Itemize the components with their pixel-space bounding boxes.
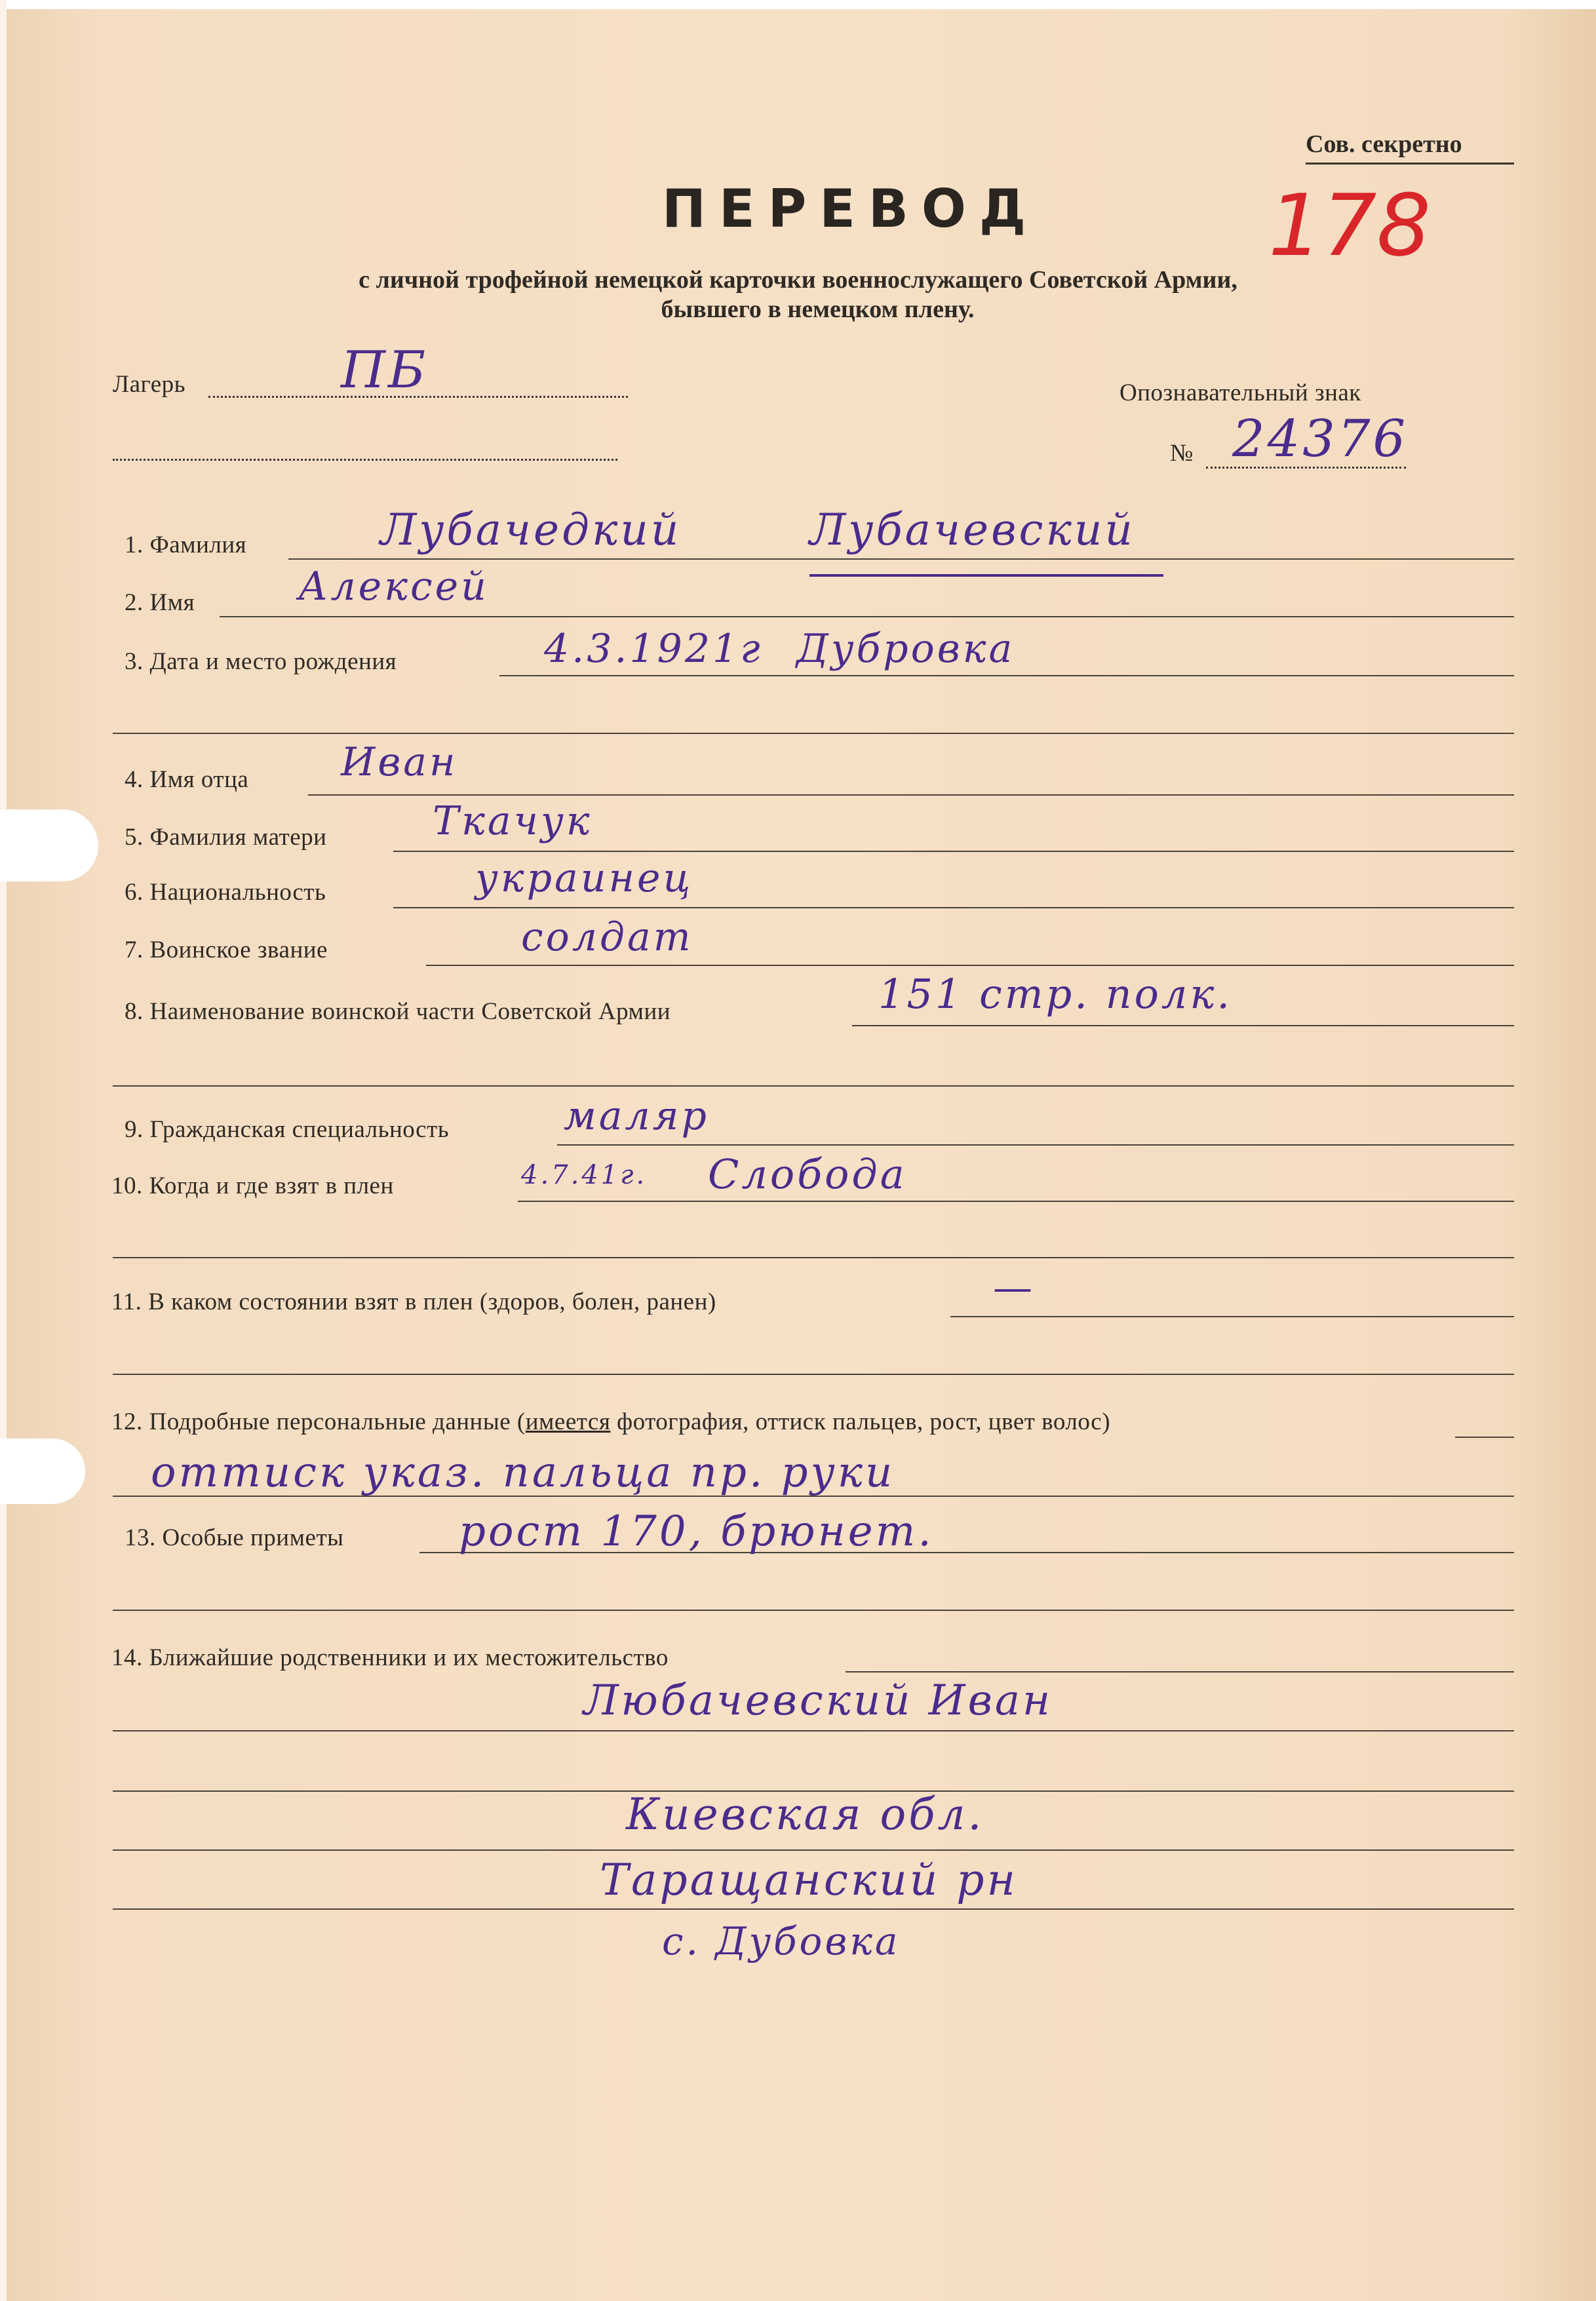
field-9-label: 9. Гражданская специальность [125,1116,450,1143]
field-14-relative-name: Любачевский Иван [583,1676,1053,1725]
field-10-value-date: 4.7.41г. [521,1160,648,1190]
field-14-line-4 [113,1849,1514,1851]
field-6-line [393,907,1514,908]
field-12-line [1455,1437,1514,1438]
tag-no-label: № [1170,440,1194,467]
field-14-address-region: Киевская обл. [626,1789,984,1840]
scan-edge-left [0,0,7,2301]
field-10-label: 10. Когда и где взят в плен [111,1172,394,1199]
red-handwritten-number: 178 [1268,176,1431,275]
camp-dotted-line-2 [113,459,617,461]
field-8-value: 151 стр. полк. [878,970,1233,1018]
field-11-line-2 [113,1374,1514,1375]
paper-tear-notch [0,809,98,881]
field-10-line-2 [113,1257,1514,1258]
scan-edge-top [0,0,1596,9]
field-1-value: Лубачедкий [380,505,682,555]
field-8-label: 8. Наименование воинской части Советской Армии [125,998,671,1025]
field-5-label: 5. Фамилия матери [125,824,327,851]
field-14-label: 14. Ближайшие родственники и их местожительство [111,1644,669,1671]
field-7-label: 7. Воинское звание [125,937,328,963]
field-3-line-2 [113,733,1514,734]
document-subtitle-line2: бывшего в немецком плену. [661,296,975,323]
field-14-address-village: с. Дубовка [662,1919,901,1963]
field-1-value-corrected: Лубачевский [809,505,1135,555]
field-11-value: — [993,1265,1035,1311]
tag-label: Опознавательный знак [1119,379,1361,406]
field-12-label: 12. Подробные персональные данные (имеется фотография, оттиск пальцев, рост, цвет волос) [111,1408,1111,1435]
field-4-value: Иван [341,739,458,785]
field-9-line [557,1144,1514,1146]
field-6-value: украинец [475,855,693,901]
field-2-label: 2. Имя [125,589,195,616]
document-title: ПЕРЕВОД [662,178,1040,239]
field-2-line [220,616,1514,617]
classification-stamp: Сов. секретно [1306,130,1462,158]
field-1-line [288,558,1514,560]
camp-value: ПБ [341,341,429,400]
field-11-line [950,1316,1514,1317]
field-1-handwritten-underline [809,574,1163,577]
field-3-label: 3. Дата и место рождения [125,648,397,675]
field-10-line [518,1201,1514,1202]
field-5-value: Ткачук [433,798,593,844]
field-14-line-2 [113,1730,1514,1731]
field-14-address-district: Таращанский рн [600,1855,1018,1905]
field-9-value: маляр [564,1093,709,1139]
field-3-value-place: Дубровка [796,626,1015,672]
classification-underline [1306,163,1514,164]
field-10-value-place: Слобода [708,1150,907,1198]
field-8-line-2 [113,1085,1514,1087]
paper-tear-notch [0,1439,85,1504]
tag-value: 24376 [1232,410,1409,469]
camp-label: Лагерь [113,371,186,398]
field-11-label: 11. В каком состоянии взят в плен (здоров, болен, ранен) [111,1288,716,1315]
field-4-line [308,794,1514,796]
document-subtitle-line1: с личной трофейной немецкой карточки военнослужащего Советской Армии, [359,266,1237,294]
field-6-label: 6. Национальность [125,879,326,906]
field-13-label: 13. Особые приметы [125,1524,344,1551]
field-14-line-5 [113,1908,1514,1910]
field-4-label: 4. Имя отца [125,766,249,793]
field-12-value: оттиск указ. пальца пр. руки [151,1448,895,1497]
field-2-value: Алексей [298,564,489,609]
field-7-value: солдат [521,914,693,960]
field-5-line [393,851,1514,852]
field-13-value: рост 170, брюнет. [459,1507,934,1556]
field-13-line-2 [113,1610,1514,1611]
field-14-line [846,1671,1514,1673]
field-12-line-2 [113,1496,1514,1497]
field-1-label: 1. Фамилия [125,532,247,558]
field-8-line [852,1025,1514,1026]
field-7-line [426,965,1514,966]
field-3-value-date: 4.3.1921г [544,626,763,672]
field-3-line [499,675,1514,676]
